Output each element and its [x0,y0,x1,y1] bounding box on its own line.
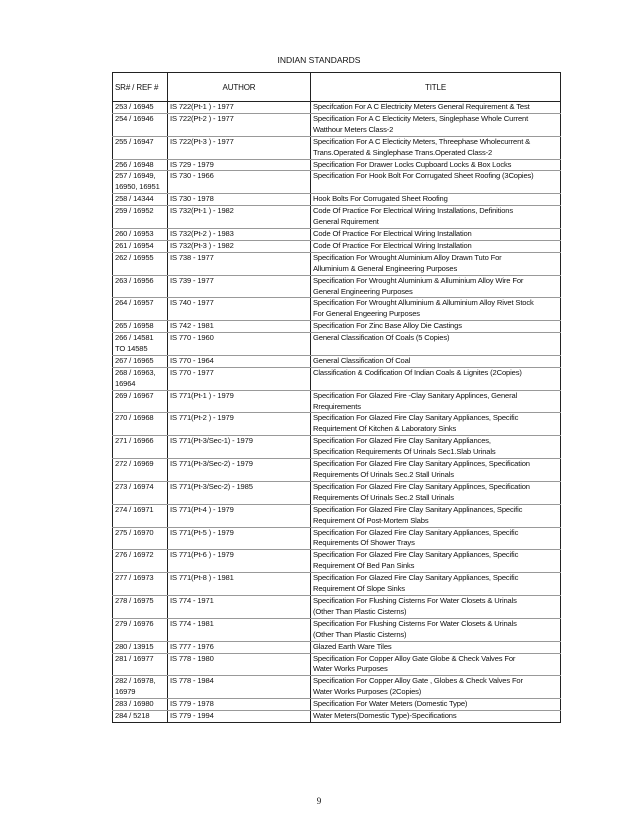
ref-cell: 268 / 16963, 16964 [113,367,168,390]
author-cell: IS 732(Pt-1 ) - 1982 [168,206,311,229]
table-row [113,102,561,114]
title-cell: Water Meters(Domestic Type)-Specifications [311,711,561,723]
table-row [113,459,561,482]
title-cell: Specification For Glazed Fire Clay Sanitary Applinces, Specification Requirements Of Urinals Sec.2 Stall Urinals [311,459,561,482]
table-row [113,527,561,550]
table-row [113,699,561,711]
ref-cell: 258 / 14344 [113,194,168,206]
table-row [113,240,561,252]
table-row [113,136,561,159]
table-row [113,504,561,527]
ref-cell: 263 / 16956 [113,275,168,298]
title-cell: Specification For Glazed Fire -Clay Sanitary Applinces, General Rrequirements [311,390,561,413]
author-cell: IS 770 - 1977 [168,367,311,390]
author-cell: IS 778 - 1984 [168,676,311,699]
table-row [113,275,561,298]
ref-cell: 265 / 16958 [113,321,168,333]
table-row [113,355,561,367]
ref-cell: 278 / 16975 [113,595,168,618]
title-cell: Specification For Glazed Fire Clay Sanitary Appliances, Specific Requirements Of Shower Trays [311,527,561,550]
title-cell: Specification For Zinc Base Alloy Die Castings [311,321,561,333]
author-cell: IS 732(Pt-3 ) - 1982 [168,240,311,252]
author-cell: IS 732(Pt-2 ) - 1983 [168,228,311,240]
title-cell: Specification For Wrought Aluminium Alloy Drawn Tuto For Alluminium & General Engineering Purposes [311,252,561,275]
table-row [113,573,561,596]
title-cell: Specification For A C Electicity Meters, Threephase Wholecurrent & Trans.Operated & Singlephase Trans.Operated Class-2 [311,136,561,159]
ref-cell: 260 / 16953 [113,228,168,240]
table-row [113,159,561,171]
table-row [113,194,561,206]
author-cell: IS 774 - 1971 [168,595,311,618]
author-cell: IS 771(Pt-3/Sec-1) - 1979 [168,436,311,459]
title-cell: Specification For Copper Alloy Gate , Globes & Check Valves For Water Works Purposes (2Copies) [311,676,561,699]
title-cell: Code Of Practice For Electrical Wiring Installation [311,228,561,240]
title-cell: General Classification Of Coal [311,355,561,367]
ref-cell: 280 / 13915 [113,641,168,653]
author-cell: IS 730 - 1966 [168,171,311,194]
author-cell: IS 779 - 1994 [168,711,311,723]
ref-cell: 282 / 16978, 16979 [113,676,168,699]
ref-cell: 264 / 16957 [113,298,168,321]
title-cell: Specification For Flushing Cisterns For Water Closets & Urinals (Other Than Plastic Cisterns) [311,595,561,618]
title-cell: Specification For A C Electicity Meters, Singlephase Whole Current Watthour Meters Class-2 [311,113,561,136]
author-cell: IS 771(Pt-3/Sec-2) - 1979 [168,459,311,482]
ref-cell: 266 / 14581 TO 14585 [113,333,168,356]
author-cell: IS 729 - 1979 [168,159,311,171]
title-cell: Specification For Wrought Alluminium & Alluminium Alloy Rivet Stock For General Engeering Purposes [311,298,561,321]
table-row [113,113,561,136]
ref-cell: 279 / 16976 [113,618,168,641]
ref-cell: 269 / 16967 [113,390,168,413]
author-cell: IS 739 - 1977 [168,275,311,298]
ref-cell: 262 / 16955 [113,252,168,275]
author-cell: IS 771(Pt-8 ) - 1981 [168,573,311,596]
author-cell: IS 777 - 1976 [168,641,311,653]
title-cell: Specification For Flushing Cisterns For Water Closets & Urinals (Other Than Plastic Cisterns) [311,618,561,641]
table-row [113,436,561,459]
ref-cell: 275 / 16970 [113,527,168,550]
title-cell: Specification For Glazed Fire Clay Sanitary Appliances, Specific Requirtement Of Kitchen & Laboratory Sinks [311,413,561,436]
title-cell: Code Of Practice For Electrical Wiring Installations, Definitions General Rquirement [311,206,561,229]
title-cell: Specification For Copper Alloy Gate Globe & Check Valves For Water Works Purposes [311,653,561,676]
ref-cell: 273 / 16974 [113,481,168,504]
table-row [113,333,561,356]
title-cell: Specifcation For A C Electricity Meters General Requirement & Test [311,102,561,114]
author-cell: IS 778 - 1980 [168,653,311,676]
ref-cell: 256 / 16948 [113,159,168,171]
table-row [113,206,561,229]
author-cell: IS 779 - 1978 [168,699,311,711]
table-header-row [113,73,561,102]
table-row [113,550,561,573]
author-cell: IS 722(Pt-3 ) - 1977 [168,136,311,159]
table-row [113,711,561,723]
table-row [113,321,561,333]
table-row [113,641,561,653]
title-cell: Code Of Practice For Electrical Wiring Installation [311,240,561,252]
ref-cell: 271 / 16966 [113,436,168,459]
table-row [113,171,561,194]
title-cell: Glazed Earth Ware Tiles [311,641,561,653]
author-cell: IS 722(Pt-1 ) - 1977 [168,102,311,114]
table-row [113,367,561,390]
ref-cell: 255 / 16947 [113,136,168,159]
table-row [113,298,561,321]
author-cell: IS 771(Pt-4 ) - 1979 [168,504,311,527]
author-cell: IS 770 - 1964 [168,355,311,367]
title-cell: Specification For Glazed Fire Clay Sanitary Appliances, Specification Requirements Of Urinals Sec1.Slab Urinals [311,436,561,459]
ref-cell: 254 / 16946 [113,113,168,136]
ref-cell: 281 / 16977 [113,653,168,676]
table-row [113,413,561,436]
author-cell: IS 771(Pt-1 ) - 1979 [168,390,311,413]
title-cell: General Classification Of Coals (5 Copies) [311,333,561,356]
table-row [113,676,561,699]
table-row [113,653,561,676]
author-cell: IS 771(Pt-6 ) - 1979 [168,550,311,573]
title-cell: Specification For Drawer Locks Cupboard Locks & Box Locks [311,159,561,171]
title-cell: Specification For Glazed Fire Clay Sanitary Appliances, Specific Requirement Of Bed Pan Sinks [311,550,561,573]
title-cell: Specification For Glazed Fire Clay Sanitary Applinances, Specific Requirement Of Post-Mortem Slabs [311,504,561,527]
table-row [113,481,561,504]
author-cell: IS 722(Pt-2 ) - 1977 [168,113,311,136]
title-cell: Specification For Water Meters (Domestic Type) [311,699,561,711]
author-cell: IS 771(Pt-5 ) - 1979 [168,527,311,550]
ref-cell: 257 / 16949, 16950, 16951 [113,171,168,194]
page-number: 9 [316,796,322,806]
table-row [113,595,561,618]
document-title: INDIAN STANDARDS [277,55,361,65]
table-row [113,618,561,641]
title-cell: Specification For Wrought Aluminium & Alluminium Alloy Wire For General Engineering Purposes [311,275,561,298]
ref-cell: 274 / 16971 [113,504,168,527]
title-cell: Hook Bolts For Corrugated Sheet Roofing [311,194,561,206]
ref-cell: 276 / 16972 [113,550,168,573]
ref-cell: 284 / 5218 [113,711,168,723]
title-cell: Specification For Hook Bolt For Corrugated Sheet Roofing (3Copies) [311,171,561,194]
author-cell: IS 774 - 1981 [168,618,311,641]
author-cell: IS 770 - 1960 [168,333,311,356]
author-cell: IS 771(Pt-2 ) - 1979 [168,413,311,436]
ref-cell: 272 / 16969 [113,459,168,482]
ref-cell: 259 / 16952 [113,206,168,229]
author-cell: IS 771(Pt-3/Sec-2) - 1985 [168,481,311,504]
ref-cell: 253 / 16945 [113,102,168,114]
table-row [113,228,561,240]
author-cell: IS 730 - 1978 [168,194,311,206]
table-row [113,390,561,413]
column-header-title: TITLE [311,73,561,102]
title-cell: Specification For Glazed Fire Clay Sanitary Applinces, Specification Requirements Of Urinals Sec.2 Stall Urinals [311,481,561,504]
ref-cell: 261 / 16954 [113,240,168,252]
column-header-ref: SR# / REF # [113,73,168,102]
ref-cell: 277 / 16973 [113,573,168,596]
author-cell: IS 740 - 1977 [168,298,311,321]
author-cell: IS 742 - 1981 [168,321,311,333]
ref-cell: 283 / 16980 [113,699,168,711]
title-cell: Specification For Glazed Fire Clay Sanitary Appliances, Specific Requirement Of Slope Sinks [311,573,561,596]
standards-table [112,72,561,723]
ref-cell: 267 / 16965 [113,355,168,367]
ref-cell: 270 / 16968 [113,413,168,436]
column-header-author: AUTHOR [168,73,311,102]
author-cell: IS 738 - 1977 [168,252,311,275]
title-cell: Classification & Codification Of Indian Coals & Lignites (2Copies) [311,367,561,390]
table-row [113,252,561,275]
